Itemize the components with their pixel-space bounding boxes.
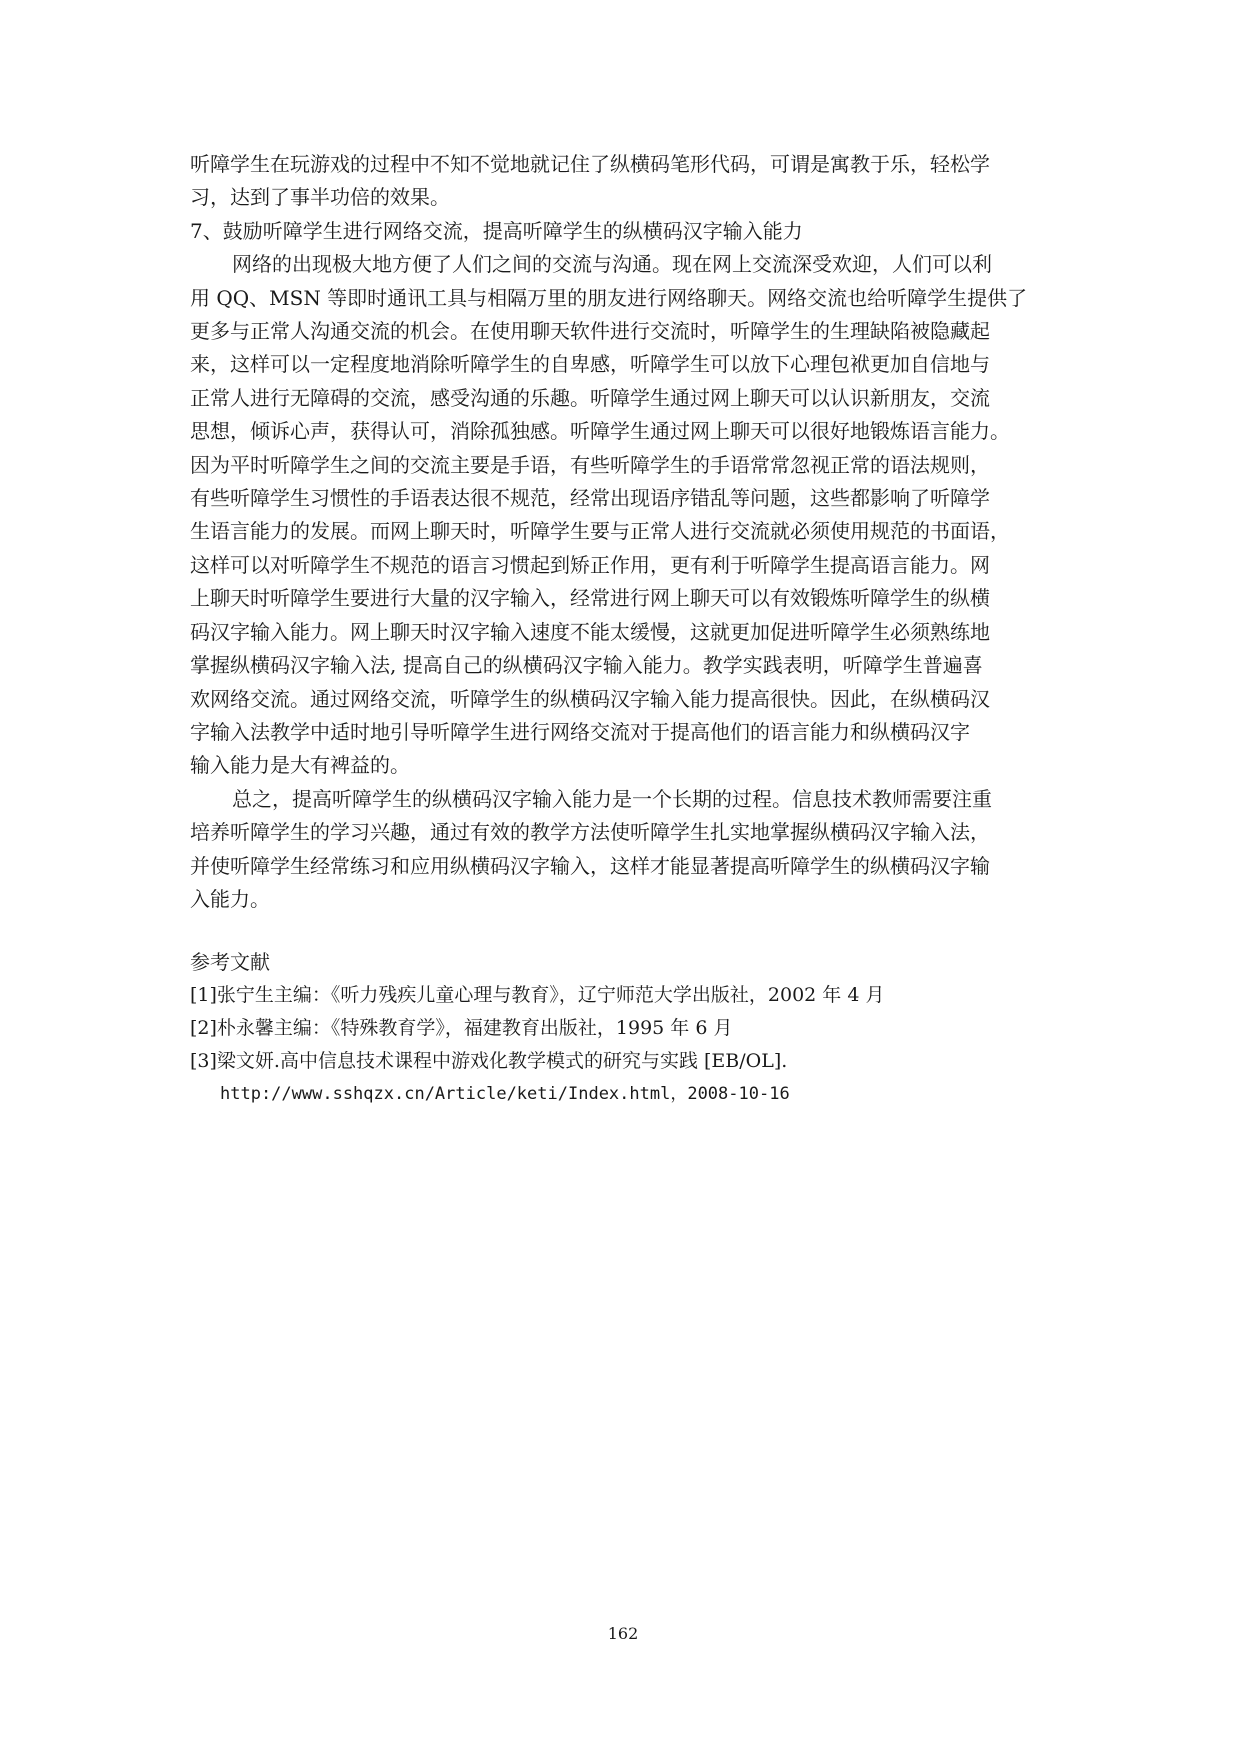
text-line: 培养听障学生的学习兴趣，通过有效的教学方法使听障学生扎实地掌握纵横码汉字输入法，	[190, 820, 990, 845]
text-line: 网络的出现极大地方便了人们之间的交流与沟通。现在网上交流深受欢迎，人们可以利	[232, 252, 992, 277]
text-line: 掌握纵横码汉字输入法, 提高自己的纵横码汉字输入能力。教学实践表明，听障学生普遍喜	[190, 653, 983, 678]
references-section	[190, 946, 1060, 1111]
text-line: 思想，倾诉心声，获得认可，消除孤独感。听障学生通过网上聊天可以很好地锻炼语言能力。	[190, 419, 1010, 444]
text-line: 用 QQ、MSN 等即时通讯工具与相隔万里的朋友进行网络聊天。网络交流也给听障学生提供了	[190, 285, 1028, 310]
section-heading: 7、鼓励听障学生进行网络交流，提高听障学生的纵横码汉字输入能力	[190, 218, 803, 243]
reference-item: [2]朴永馨主编：《特殊教育学》，福建教育出版社，1995 年 6 月	[190, 1017, 733, 1040]
network-paragraph	[190, 248, 1060, 783]
reference-item: [3]梁文妍.高中信息技术课程中游戏化教学模式的研究与实践 [EB/OL].	[190, 1050, 788, 1073]
text-line: 习，达到了事半功倍的效果。	[190, 185, 450, 210]
text-line: 有些听障学生习惯性的手语表达很不规范，经常出现语序错乱等问题，这些都影响了听障学	[190, 486, 990, 511]
text-line: 码汉字输入能力。网上聊天时汉字输入速度不能太缓慢，这就更加促进听障学生必须熟练地	[190, 619, 990, 644]
text-line: 总之，提高听障学生的纵横码汉字输入能力是一个长期的过程。信息技术教师需要注重	[232, 786, 992, 811]
summary-paragraph	[190, 783, 1060, 917]
text-line: 欢网络交流。通过网络交流，听障学生的纵横码汉字输入能力提高很快。因此，在纵横码汉	[190, 686, 990, 711]
text-line: 这样可以对听障学生不规范的语言习惯起到矫正作用，更有利于听障学生提高语言能力。网	[190, 552, 990, 577]
text-line: 生语言能力的发展。而网上聊天时，听障学生要与正常人进行交流就必须使用规范的书面语，	[190, 519, 1010, 544]
document-page	[190, 148, 1060, 1111]
text-line: 并使听障学生经常练习和应用纵横码汉字输入，这样才能显著提高听障学生的纵横码汉字输	[190, 853, 990, 878]
spacer	[190, 916, 1060, 946]
text-line: 来，这样可以一定程度地消除听障学生的自卑感，听障学生可以放下心理包袱更加自信地与	[190, 352, 990, 377]
references-title: 参考文献	[190, 950, 270, 975]
text-line: 因为平时听障学生之间的交流主要是手语，有些听障学生的手语常常忽视正常的语法规则，	[190, 452, 990, 477]
reference-item: [1]张宁生主编：《听力残疾儿童心理与教育》，辽宁师范大学出版社，2002 年 4 月	[190, 984, 885, 1007]
text-line: 更多与正常人沟通交流的机会。在使用聊天软件进行交流时，听障学生的生理缺陷被隐藏起	[190, 319, 990, 344]
text-line: 上聊天时听障学生要进行大量的汉字输入，经常进行网上聊天可以有效锻炼听障学生的纵横	[190, 586, 990, 611]
text-line: 字输入法教学中适时地引导听障学生进行网络交流对于提高他们的语言能力和纵横码汉字	[190, 719, 970, 744]
text-line: 入能力。	[190, 886, 270, 911]
text-line: 输入能力是大有裨益的。	[190, 753, 410, 778]
text-line: 听障学生在玩游戏的过程中不知不觉地就记住了纵横码笔形代码，可谓是寓教于乐，轻松学	[190, 152, 990, 176]
reference-url: http://www.sshqzx.cn/Article/keti/Index.html，2008-10-16	[220, 1084, 790, 1105]
continuation-paragraph	[190, 148, 1060, 215]
page-number: 162	[607, 1624, 639, 1643]
text-line: 正常人进行无障碍的交流，感受沟通的乐趣。听障学生通过网上聊天可以认识新朋友，交流	[190, 385, 990, 410]
